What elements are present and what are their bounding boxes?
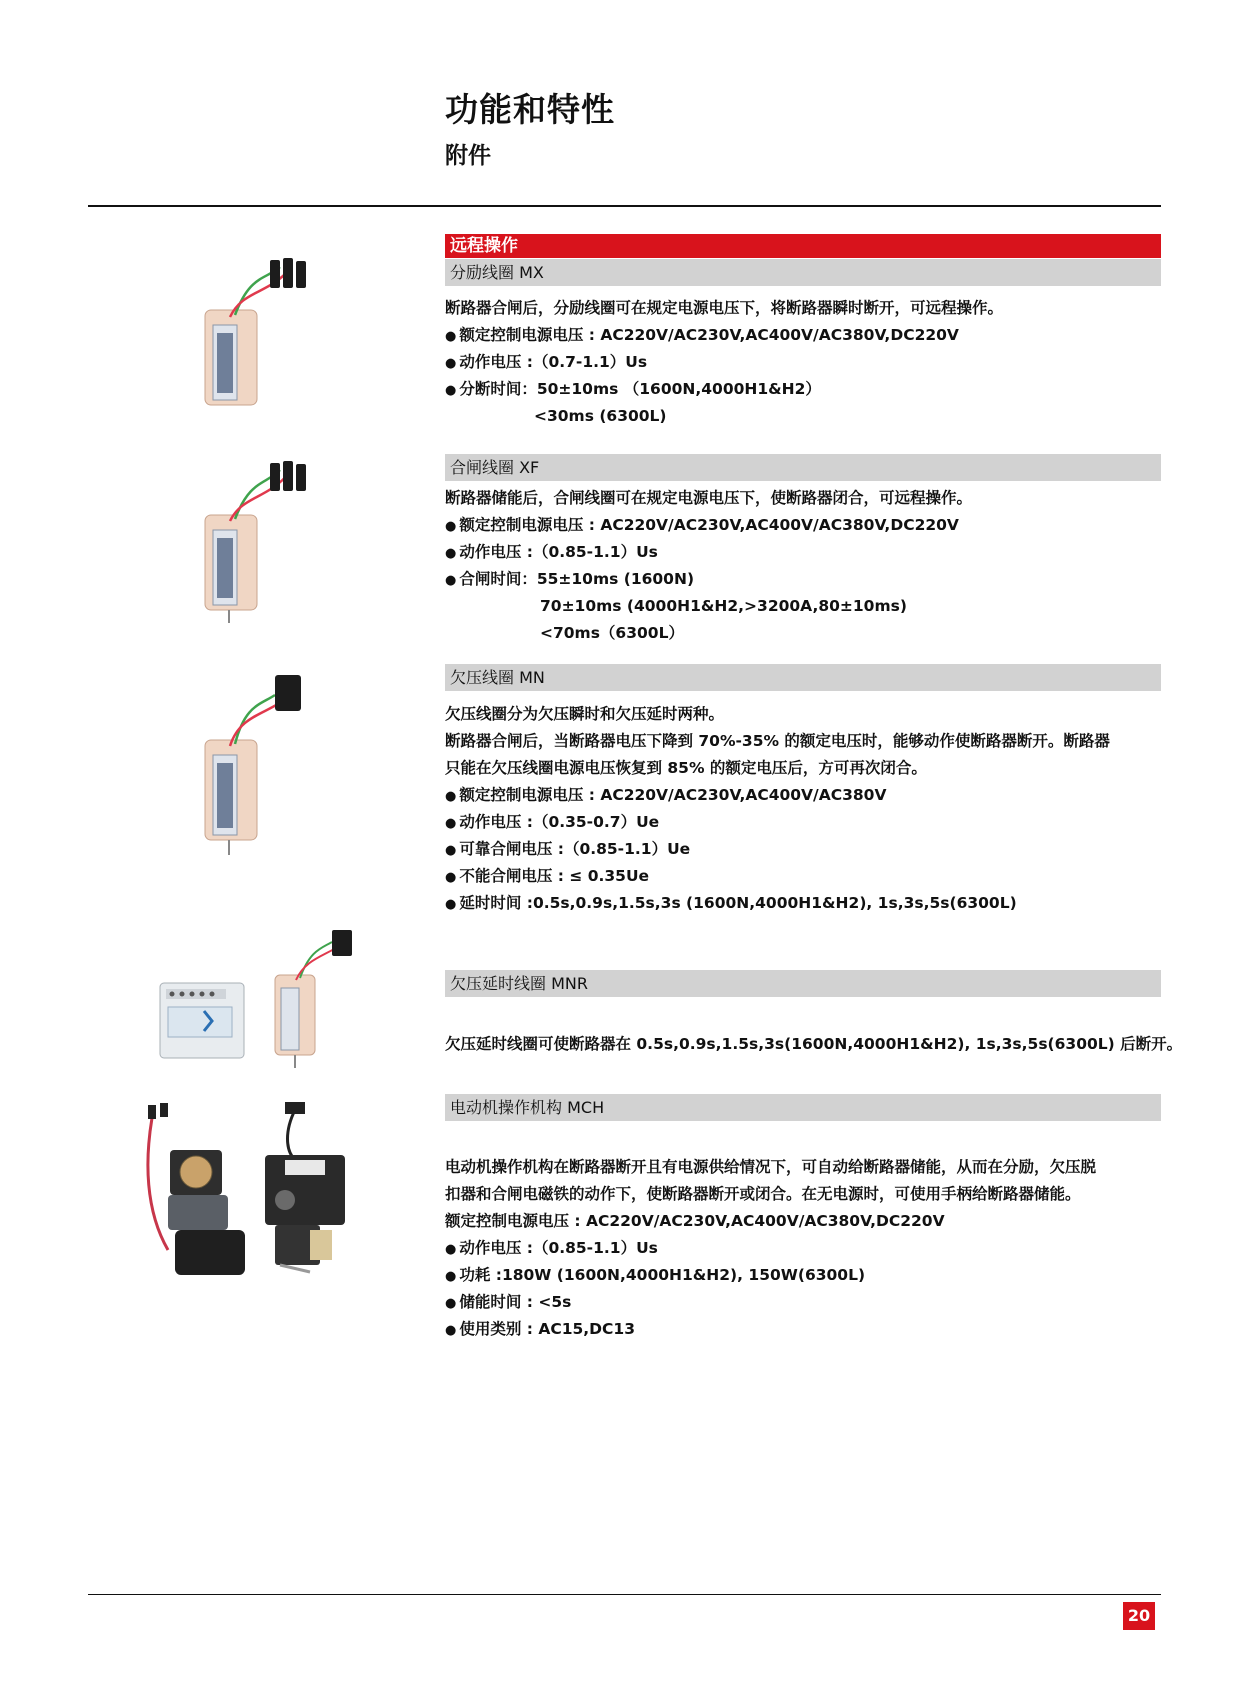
mnr-delay-unit-image: [158, 975, 248, 1065]
mnr-heading-bar: [445, 970, 1161, 997]
mnr-coil-image: [270, 930, 370, 1070]
page-number: 20: [1123, 1602, 1155, 1630]
mn-spec: ● 额定控制电源电压 : AC220V/AC230V,AC400V/AC380V: [445, 785, 886, 807]
xf-spec: ● 动作电压 :（0.85-1.1）Us: [445, 542, 658, 564]
mch-motor-side-image: [255, 1100, 365, 1280]
mn-heading: 欠压线圈 MN: [450, 668, 545, 687]
header-rule: [88, 205, 1161, 207]
xf-spec-cont: <70ms（6300L）: [540, 624, 684, 642]
mx-desc: 断路器合闸后，分励线圈可在规定电源电压下，将断路器瞬时断开，可远程操作。: [445, 299, 1004, 317]
xf-desc: 断路器储能后，合闸线圈可在规定电源电压下，使断路器闭合，可远程操作。: [445, 489, 973, 507]
mx-heading: 分励线圈 MX: [450, 263, 544, 282]
mch-spec: ● 使用类别 : AC15,DC13: [445, 1319, 635, 1341]
mn-spec: ● 可靠合闸电压 :（0.85-1.1）Ue: [445, 839, 690, 861]
footer-rule: [88, 1594, 1161, 1595]
xf-spec: ● 额定控制电源电压 : AC220V/AC230V,AC400V/AC380V,DC220V: [445, 515, 959, 537]
mch-desc: 额定控制电源电压 : AC220V/AC230V,AC400V/AC380V,DC220V: [445, 1212, 945, 1230]
mch-desc: 扣器和合闸电磁铁的动作下，使断路器断开或闭合。在无电源时，可使用手柄给断路器储能。: [445, 1185, 1081, 1203]
mch-motor-image: [140, 1100, 260, 1280]
xf-spec-cont: 70±10ms (4000H1&H2,>3200A,80±10ms): [540, 597, 907, 615]
mx-spec: ● 动作电压 :（0.7-1.1）Us: [445, 352, 647, 374]
mn-coil-image: [195, 670, 335, 860]
mx-spec: ● 额定控制电源电压 : AC220V/AC230V,AC400V/AC380V,DC220V: [445, 325, 959, 347]
mn-desc: 欠压线圈分为欠压瞬时和欠压延时两种。: [445, 705, 725, 723]
section-bar: [445, 234, 1161, 258]
xf-heading-bar: [445, 454, 1161, 481]
mx-spec-cont: <30ms (6300L): [534, 407, 667, 425]
mch-spec: ● 储能时间 : <5s: [445, 1292, 571, 1314]
section-label: 远程操作: [450, 236, 518, 256]
mx-spec: ● 分断时间：50±10ms （1600N,4000H1&H2）: [445, 379, 821, 401]
mn-spec: ● 动作电压 :（0.35-0.7）Ue: [445, 812, 659, 834]
mnr-desc: 欠压延时线圈可使断路器在 0.5s,0.9s,1.5s,3s(1600N,4000H1&H2), 1s,3s,5s(6300L) 后断开。: [445, 1035, 1183, 1053]
page-subtitle: 附件: [445, 143, 491, 169]
mn-spec: ● 延时时间 :0.5s,0.9s,1.5s,3s (1600N,4000H1&H2), 1s,3s,5s(6300L): [445, 893, 1017, 915]
mch-heading-bar: [445, 1094, 1161, 1121]
mch-spec: ● 动作电压 :（0.85-1.1）Us: [445, 1238, 658, 1260]
mn-desc: 只能在欠压线圈电源电压恢复到 85% 的额定电压后，方可再次闭合。: [445, 759, 927, 777]
mnr-heading: 欠压延时线圈 MNR: [450, 974, 588, 993]
mch-desc: 电动机操作机构在断路器断开且有电源供给情况下，可自动给断路器储能，从而在分励，欠压脱: [445, 1158, 1097, 1176]
xf-spec: ● 合闸时间：55±10ms (1600N): [445, 569, 694, 591]
mx-heading-bar: [445, 259, 1161, 286]
mx-coil-image: [195, 255, 335, 415]
page-title: 功能和特性: [445, 90, 615, 129]
xf-heading: 合闸线圈 XF: [450, 458, 540, 477]
mch-spec: ● 功耗 :180W (1600N,4000H1&H2), 150W(6300L): [445, 1265, 865, 1287]
mn-heading-bar: [445, 664, 1161, 691]
mch-heading: 电动机操作机构 MCH: [450, 1098, 605, 1117]
xf-coil-image: [195, 455, 335, 625]
mn-spec: ● 不能合闸电压 : ≤ 0.35Ue: [445, 866, 649, 888]
mn-desc: 断路器合闸后，当断路器电压下降到 70%-35% 的额定电压时，能够动作使断路器断开。断路器: [445, 732, 1110, 750]
